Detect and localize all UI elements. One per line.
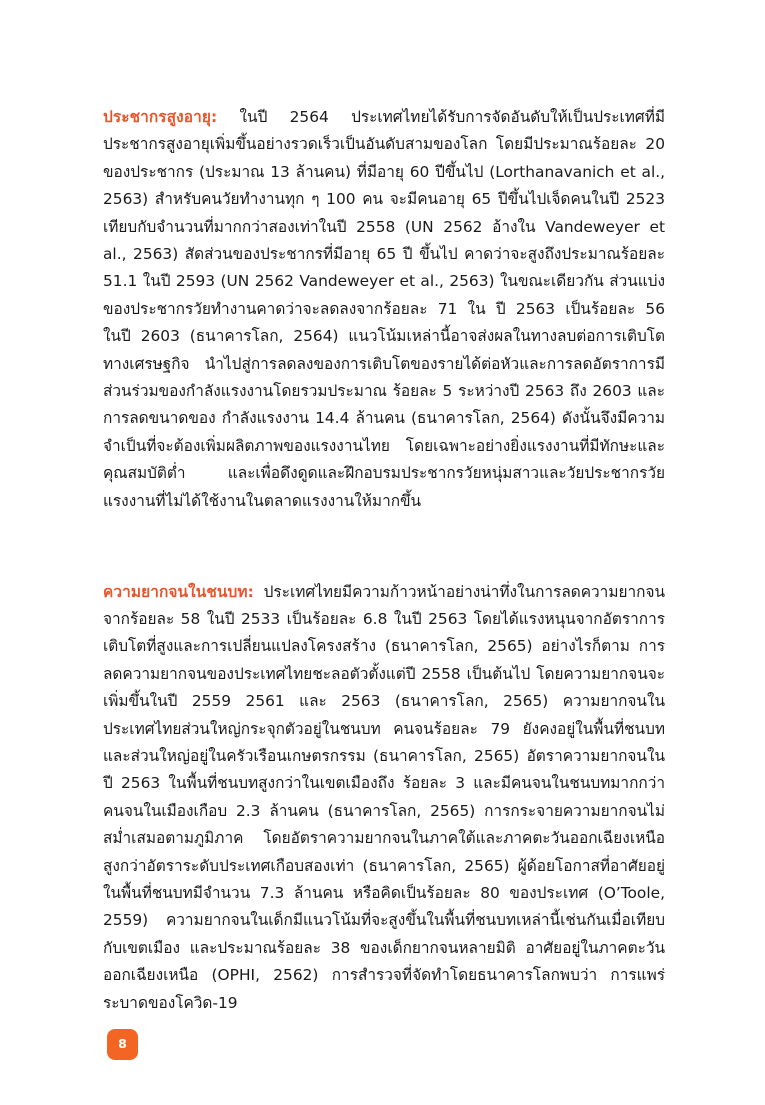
- section-paragraph-aging-population: [103, 104, 665, 543]
- page-number-label: 8: [118, 1036, 127, 1052]
- page-content-body: [103, 104, 665, 1044]
- section-heading-aging-population: ประชากรสูงอายุ:: [103, 108, 218, 126]
- section-heading-rural-poverty: ความยากจนในชนบท:: [103, 582, 254, 601]
- section-body-rural-poverty: ประเทศไทยมีความก้าวหน้าอย่างน่าทึ่งในการลดความยากจนจากร้อยละ 58 ในปี 2533 เป็นร้อยละ 6.8 ในปี 2563 โดยได้แรงหนุนจากอัตราการเติบโตที่สูงและการเปลี่ยนแปลงโครงสร้าง (ธนาคารโลก, 2565) อย่างไรก็ตาม การลดความยากจนของประเทศไทยชะลอตัวตั้งแต่ปี 2558 เป็นต้นไป โดยความยากจนจะเพิ่มขึ้นในปี 2559 2561 และ 2563 (ธนาคารโลก, 2565) ความยากจนในประเทศไทยส่วนใหญ่กระจุกตัวอยู่ในชนบท คนจนร้อยละ 79 ยังคงอยู่ในพื้นที่ชนบทและส่วนใหญ่อยู่ในครัวเรือนเกษตรกรรม (ธนาคารโลก, 2565) อัตราความยากจนในปี 2563 ในพื้นที่ชนบทสูงกว่าในเขตเมืองถึง ร้อยละ 3 และมีคนจนในชนบทมากกว่าคนจนในเมืองเกือบ 2.3 ล้านคน (ธนาคารโลก, 2565) การกระจายความยากจนไม่สม่ำเสมอตามภูมิภาค โดยอัตราความยากจนในภาคใต้และภาคตะวันออกเฉียงเหนือสูงกว่าอัตราระดับประเทศเกือบสองเท่า (ธนาคารโลก, 2565) ผู้ด้อยโอกาสที่อาศัยอยู่ในพื้นที่ชนบทมีจำนวน 7.3 ล้านคน หรือคิดเป็นร้อยละ 80 ของประเทศ (O’Toole, 2559) ความยากจนในเด็กมีแนวโน้มที่จะสูงขึ้นในพื้นที่ชนบทเหล่านี้เช่นกันเมื่อเทียบกับเขตเมือง และประมาณร้อยละ 38 ของเด็กยากจนหลายมิติ อาศัยอยู่ในภาคตะวันออกเฉียงเหนือ (OPHI, 2562) การสำรวจที่จัดทำโดยธนาคารโลกพบว่า การแพร่ระบาดของโควิด-19: [103, 582, 665, 1012]
- page-number-badge: [107, 1029, 138, 1060]
- section-body-aging-population: ในปี 2564 ประเทศไทยได้รับการจัดอันดับให้เป็นประเทศที่มีประชากรสูงอายุเพิ่มขึ้นอย่างรวดเร็วเป็นอันดับสามของโลก โดยมีประมาณร้อยละ 20 ของประชากร (ประมาณ 13 ล้านคน) ที่มีอายุ 60 ปีขึ้นไป (Lorthanavanich et al., 2563) สำหรับคนวัยทำงานทุก ๆ 100 คน จะมีคนอายุ 65 ปีขึ้นไปเจ็ดคนในปี 2523 เทียบกับจำนวนที่มากกว่าสองเท่าในปี 2558 (UN 2562 อ้างใน Vandeweyer et al., 2563) สัดส่วนของประชากรที่มีอายุ 65 ปี ขึ้นไป คาดว่าจะสูงถึงประมาณร้อยละ 51.1 ในปี 2593 (UN 2562 Vandeweyer et al., 2563) ในขณะเดียวกัน ส่วนแบ่งของประชากรวัยทำงานคาดว่าจะลดลงจากร้อยละ 71 ใน ปี 2563 เป็นร้อยละ 56 ในปี 2603 (ธนาคารโลก, 2564) แนวโน้มเหล่านี้อาจส่งผลในทางลบต่อการเติบโตทางเศรษฐกิจ นำไปสู่การลดลงของการเติบโตของรายได้ต่อหัวและการลดอัตราการมีส่วนร่วมของกำลังแรงงานโดยรวมประมาณ ร้อยละ 5 ระหว่างปี 2563 ถึง 2603 และการลดขนาดของ กำลังแรงงาน 14.4 ล้านคน (ธนาคารโลก, 2564) ดังนั้นจึงมีความจำเป็นที่จะต้องเพิ่มผลิตภาพของแรงงานไทย โดยเฉพาะอย่างยิ่งแรงงานที่มีทักษะและคุณสมบัติต่ำ และเพื่อดึงดูดและฝึกอบรมประชากรวัยหนุ่มสาวและวัยประชากรวัยแรงงานที่ไม่ได้ใช้งานในตลาดแรงงานให้มากขึ้น: [103, 108, 665, 510]
- section-paragraph-rural-poverty: [103, 579, 665, 1045]
